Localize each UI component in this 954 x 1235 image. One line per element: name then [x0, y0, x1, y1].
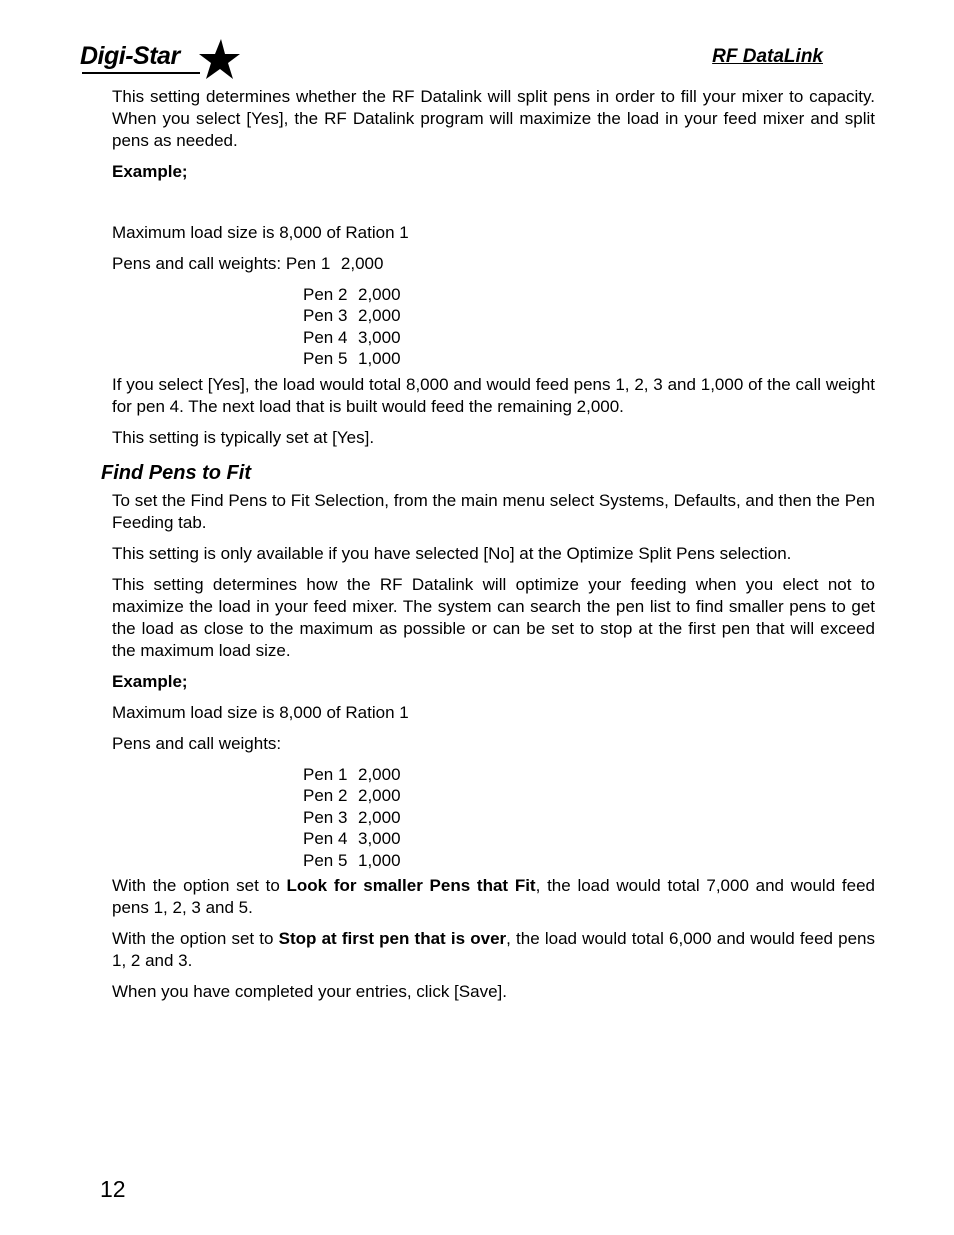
- pen-name: Pen 3: [303, 807, 348, 827]
- pens-label: Pens and call weights:: [112, 733, 282, 753]
- find-pens-description: This setting determines how the RF Datalink will optimize your feeding when you elect not to maximize the load in your feed mixer. The system can search the pen list to find smaller pens to get the load as close to the maximum as possible or can be set to stop at the first pen that will exceed the maximum load size.: [112, 574, 875, 660]
- pens-label: Pens and call weights:: [112, 254, 282, 273]
- pen-name: Pen 2: [303, 284, 348, 304]
- pen-name: Pen 5: [303, 850, 348, 870]
- pen-name: Pen 4: [303, 327, 348, 347]
- option-text: With the option set to: [112, 876, 287, 895]
- option-text: , the load would total 7,000 and would feed pens 1, 2, 3 and 5.: [112, 876, 875, 917]
- section-title: Find Pens to Fit: [101, 461, 251, 484]
- pen-weight: 2,000: [358, 786, 401, 805]
- digi-star-logo: [80, 38, 245, 80]
- pen-weight: 2,000: [358, 284, 401, 304]
- logo-underline: [82, 72, 200, 74]
- option-name: Stop at first pen that is over: [278, 929, 507, 948]
- pen-weight: 2,000: [358, 807, 401, 827]
- pens-first-row: [112, 253, 875, 275]
- logo-text: Digi-Star: [80, 42, 180, 70]
- pen-row: [303, 764, 875, 786]
- header-title: RF DataLink: [712, 46, 823, 67]
- pen-weight: 2,000: [358, 306, 401, 325]
- pen-row: [303, 807, 875, 829]
- pen-name: Pen 5: [303, 349, 348, 368]
- pen-list: [303, 764, 875, 872]
- max-load-text: Maximum load size is 8,000 of Ration 1: [112, 223, 409, 242]
- split-pens-intro: This setting determines whether the RF Datalink will split pens in order to fill your mixer to capacity. When you select [Yes], the RF Datalink program will maximize the load in your feed mixer and split pens as needed.: [112, 87, 875, 150]
- pen-weight: 1,000: [358, 349, 401, 368]
- find-pens-instructions: To set the Find Pens to Fit Selection, from the main menu select Systems, Defaults, and then the Pen Feeding tab.: [112, 490, 875, 532]
- example-label: Example;: [112, 162, 188, 181]
- pen-name: Pen 1: [303, 764, 348, 784]
- option-name: Look for smaller Pens that Fit: [286, 876, 536, 895]
- split-pens-result: If you select [Yes], the load would total 8,000 and would feed pens 1, 2, 3 and 1,000 of the call weight for pen 4. The next load that is built would feed the remaining 2,000.: [112, 374, 875, 416]
- page-content: [101, 86, 876, 1012]
- spacer: [112, 192, 875, 222]
- pen-name: Pen 1: [285, 254, 331, 273]
- pen-weight: 1,000: [358, 850, 401, 870]
- option-look-for-smaller: [112, 875, 875, 919]
- example-label: Example;: [112, 671, 188, 691]
- pen-weight: 2,000: [358, 764, 401, 784]
- star-icon: [197, 38, 241, 80]
- pen-row: [303, 785, 875, 807]
- page-number: 12: [100, 1176, 126, 1202]
- find-pens-availability: This setting is only available if you have selected [No] at the Optimize Split Pens selection.: [112, 543, 792, 563]
- pen-row: [303, 305, 875, 327]
- pen-name: Pen 2: [303, 786, 348, 805]
- option-stop-at-first: [112, 928, 875, 972]
- max-load-text: Maximum load size is 8,000 of Ration 1: [112, 702, 409, 722]
- pen-weight: 3,000: [358, 829, 401, 848]
- pen-row: [303, 348, 875, 370]
- pen-row: [303, 828, 875, 850]
- pen-row: [303, 327, 875, 349]
- pen-name: Pen 3: [303, 306, 348, 325]
- pen-row: [303, 850, 875, 872]
- option-text: With the option set to: [112, 929, 279, 948]
- pen-row: [303, 284, 875, 306]
- option-text: , the load would total 6,000 and would feed pens 1, 2 and 3.: [112, 929, 876, 970]
- pen-weight: 3,000: [358, 327, 401, 347]
- pen-name: Pen 4: [303, 829, 348, 848]
- typical-setting: This setting is typically set at [Yes].: [112, 427, 375, 447]
- closing-instruction: When you have completed your entries, click [Save].: [112, 982, 507, 1001]
- pen-list: [303, 284, 875, 370]
- pen-weight: 2,000: [340, 254, 384, 273]
